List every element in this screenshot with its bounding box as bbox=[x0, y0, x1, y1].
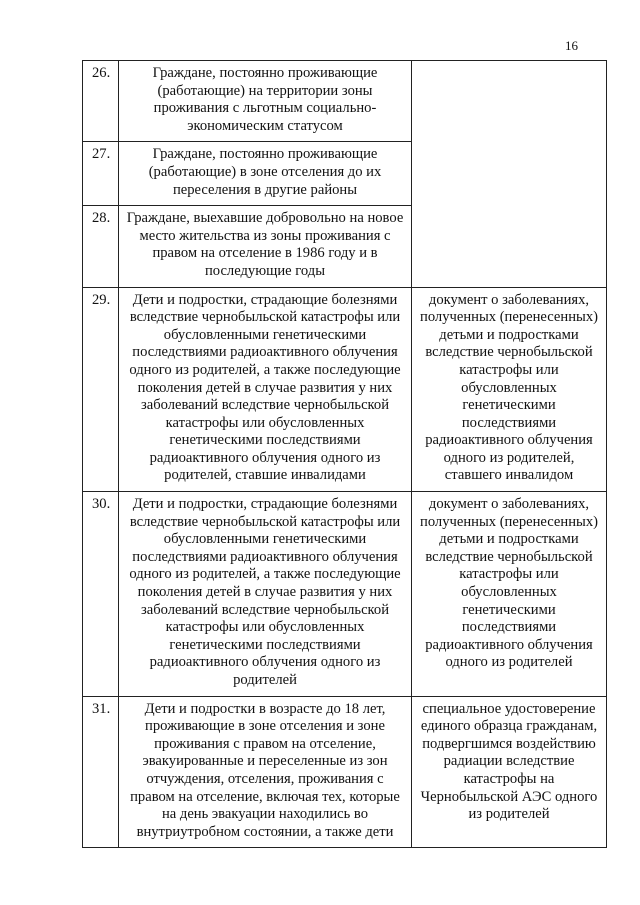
category-cell: Дети и подростки в возрасте до 18 лет, проживающие в зоне отселения и зоне проживания с правом на отселение, эвакуированные и переселенные из зон отчуждения, отселения, проживания с правом на отселение, включая тех, которые на день эвакуации находились во внутриутробном состоянии, а также дети bbox=[119, 696, 412, 848]
category-cell: Граждане, выехавшие добровольно на новое место жительства из зоны проживания с правом на отселение в 1986 году и в последующие годы bbox=[119, 206, 412, 287]
table-row bbox=[83, 287, 607, 492]
row-number: 29. bbox=[83, 287, 119, 492]
row-number: 30. bbox=[83, 492, 119, 697]
row-number: 28. bbox=[83, 206, 119, 287]
document-cell: документ о заболеваниях, полученных (перенесенных) детьми и подростками вследствие чернобыльской катастрофы или обусловленных генетическими последствиями радиоактивного облучения одного из родителей, ставшего инвалидом bbox=[412, 287, 607, 492]
category-cell: Граждане, постоянно проживающие (работающие) на территории зоны проживания с льготным социально-экономическим статусом bbox=[119, 61, 412, 142]
page-number: 16 bbox=[565, 38, 578, 53]
table-row bbox=[83, 696, 607, 848]
document-cell bbox=[412, 61, 607, 288]
category-cell: Граждане, постоянно проживающие (работающие) в зоне отселения до их переселения в другие районы bbox=[119, 142, 412, 206]
table-row bbox=[83, 61, 607, 142]
category-cell: Дети и подростки, страдающие болезнями вследствие чернобыльской катастрофы или обусловленными генетическими последствиями радиоактивного облучения одного из родителей, а также последующие поколения детей в случае развития у них заболеваний вследствие чернобыльской катастрофы или обусловленных генетическими последствиями радиоактивного облучения одного из родителей, ставшие инвалидами bbox=[119, 287, 412, 492]
benefits-table bbox=[82, 60, 607, 848]
row-number: 26. bbox=[83, 61, 119, 142]
row-number: 27. bbox=[83, 142, 119, 206]
category-cell: Дети и подростки, страдающие болезнями вследствие чернобыльской катастрофы или обусловленными генетическими последствиями радиоактивного облучения одного из родителей, а также последующие поколения детей в случае развития у них заболеваний вследствие чернобыльской катастрофы или обусловленных генетическими последствиями радиоактивного облучения одного из родителей bbox=[119, 492, 412, 697]
document-cell: специальное удостоверение единого образца гражданам, подвергшимся воздействию радиации вследствие катастрофы на Чернобыльской АЭС одного из родителей bbox=[412, 696, 607, 848]
row-number: 31. bbox=[83, 696, 119, 848]
table-row bbox=[83, 492, 607, 697]
document-cell: документ о заболеваниях, полученных (перенесенных) детьми и подростками вследствие чернобыльской катастрофы или обусловленных генетическими последствиями радиоактивного облучения одного из родителей bbox=[412, 492, 607, 697]
